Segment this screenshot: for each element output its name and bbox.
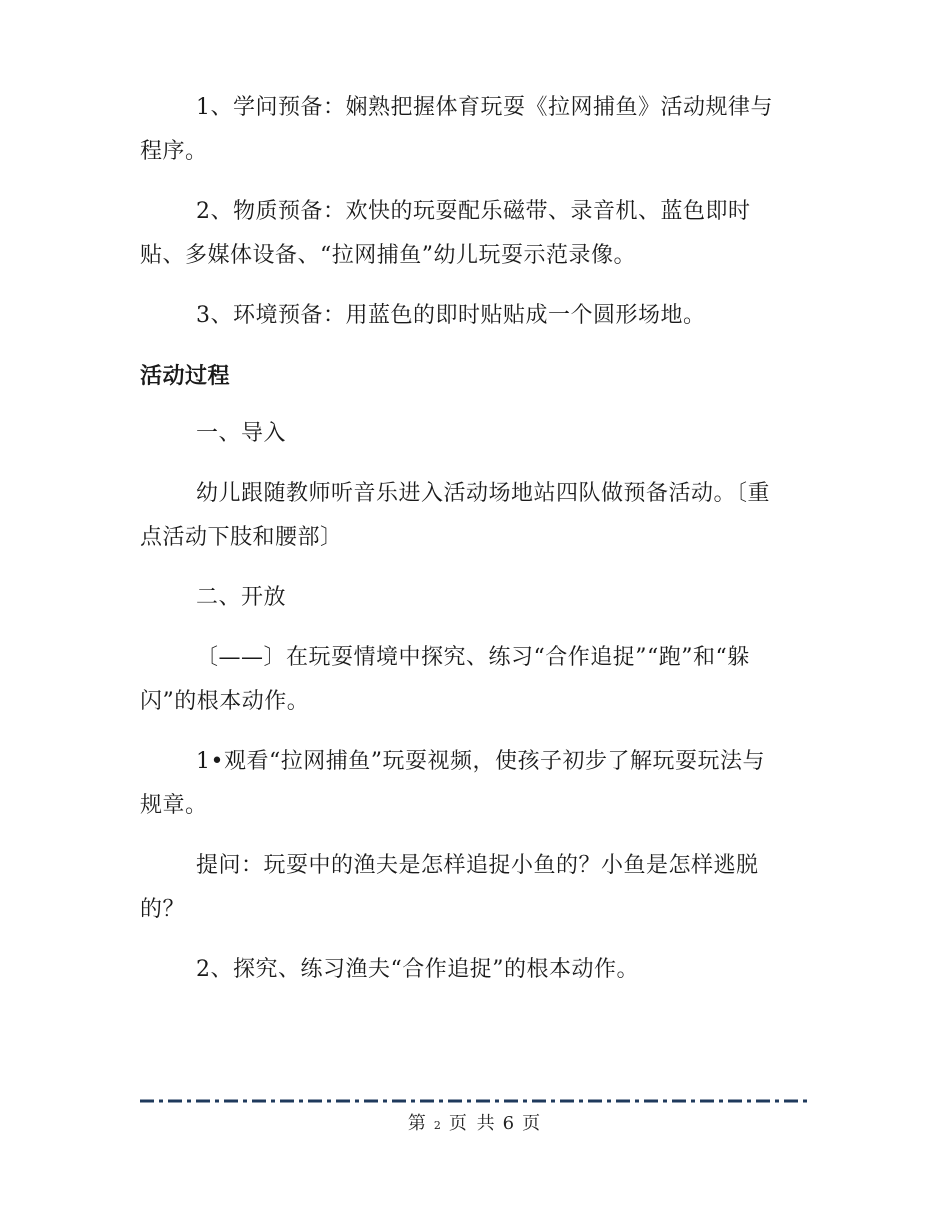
paragraph-knowledge-prep: 1、学问预备：娴熟把握体育玩耍《拉网捕鱼》活动规律与程序。 bbox=[140, 95, 773, 164]
footer-page-current: 2 bbox=[433, 1119, 443, 1132]
footer-suffix: 页 bbox=[522, 1113, 543, 1134]
page-footer bbox=[0, 1110, 950, 1140]
document-body bbox=[140, 86, 780, 1008]
section-heading: 活动过程 bbox=[140, 363, 231, 389]
paragraph-material-prep: 2、物质预备：欢快的玩耍配乐磁带、录音机、蓝色即时贴、多媒体设备、“拉网捕鱼”幼儿玩耍示范录像。 bbox=[140, 199, 751, 268]
footer-divider bbox=[140, 1099, 810, 1103]
paragraph-environment-prep: 3、环境预备：用蓝色的即时贴贴成一个圆形场地。 bbox=[196, 303, 706, 328]
footer-prefix: 第 bbox=[407, 1113, 428, 1134]
step-intro-title: 一、导入 bbox=[196, 421, 287, 446]
step-open-question: 提问：玩耍中的渔夫是怎样追捉小鱼的？小鱼是怎样逃脱的？ bbox=[140, 853, 759, 922]
step-open-title: 二、开放 bbox=[196, 585, 287, 610]
step-open-sub1: 〔——〕在玩耍情境中探究、练习“合作追捉”“跑”和“躲闪”的根本动作。 bbox=[140, 645, 750, 714]
step-open-practice: 2、探究、练习渔夫“合作追捉”的根本动作。 bbox=[196, 957, 639, 982]
footer-page-total: 6 bbox=[502, 1113, 517, 1134]
step-intro-body: 幼儿跟随教师听音乐进入活动场地站四队做预备活动。〔重点活动下肢和腰部〕 bbox=[140, 481, 771, 550]
step-open-watch: 1•观看“拉网捕鱼”玩耍视频，使孩子初步了解玩耍玩法与规章。 bbox=[140, 749, 765, 818]
footer-middle: 页 共 bbox=[448, 1113, 497, 1134]
